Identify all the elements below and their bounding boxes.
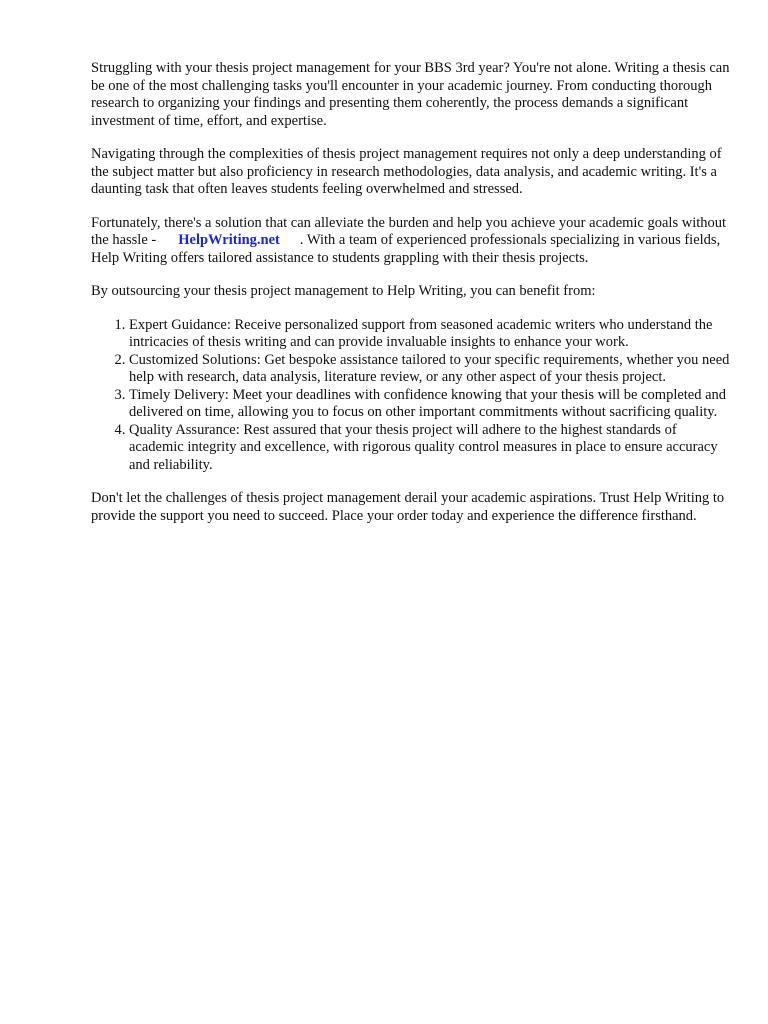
benefit-item-timely-delivery: 3. Timely Delivery: Meet your deadlines with confidence knowing that your thesis will be completed and delivered on time, allowing you to focus on other important commitments without sacrificing quality. [129,387,731,422]
intro-paragraph: Struggling with your thesis project management for your BBS 3rd year? You're not alone. Writing a thesis can be one of the most challenging tasks you'll encounter in your academic journey. From conducting thorough research to organizing your findings and presenting them coherently, the process demands a significant investment of time, effort, and expertise. [91,60,730,129]
document-body [91,60,731,541]
benefits-intro-paragraph: By outsourcing your thesis project management to Help Writing, you can benefit from: [91,283,596,299]
benefit-item-expert-guidance: 1. Expert Guidance: Receive personalized support from seasoned academic writers who understand the intricacies of thesis writing and can provide invaluable insights to enhance your work. [129,317,731,352]
benefit-item-quality-assurance: 4. Quality Assurance: Rest assured that your thesis project will adhere to the highest standards of academic integrity and excellence, with rigorous quality control measures in place to ensure accuracy and reliability. [129,422,731,475]
benefit-item-customized-solutions: 2. Customized Solutions: Get bespoke assistance tailored to your specific requirements, whether you need help with research, data analysis, literature review, or any other aspect of your thesis project. [129,352,731,387]
helpwriting-link[interactable]: HelpWriting.net [178,232,280,248]
solution-text-after: . With a team of experienced professionals specializing in various fields, Help Writing offers tailored assistance to students grappling with their thesis projects. [91,232,721,266]
solution-paragraph [91,215,731,268]
solution-text-before: Fortunately, there's a solution that can alleviate the burden and help you achieve your academic goals without the hassle - [91,214,727,248]
benefits-list [91,317,731,475]
closing-paragraph: Don't let the challenges of thesis project management derail your academic aspirations. Trust Help Writing to provide the support you need to succeed. Place your order today and experience the difference firsthand. [91,490,725,524]
complexity-paragraph: Navigating through the complexities of thesis project management requires not only a deep understanding of the subject matter but also proficiency in research methodologies, data analysis, and academic writing. It's a daunting task that often leaves students feeling overwhelmed and stressed. [91,146,722,197]
